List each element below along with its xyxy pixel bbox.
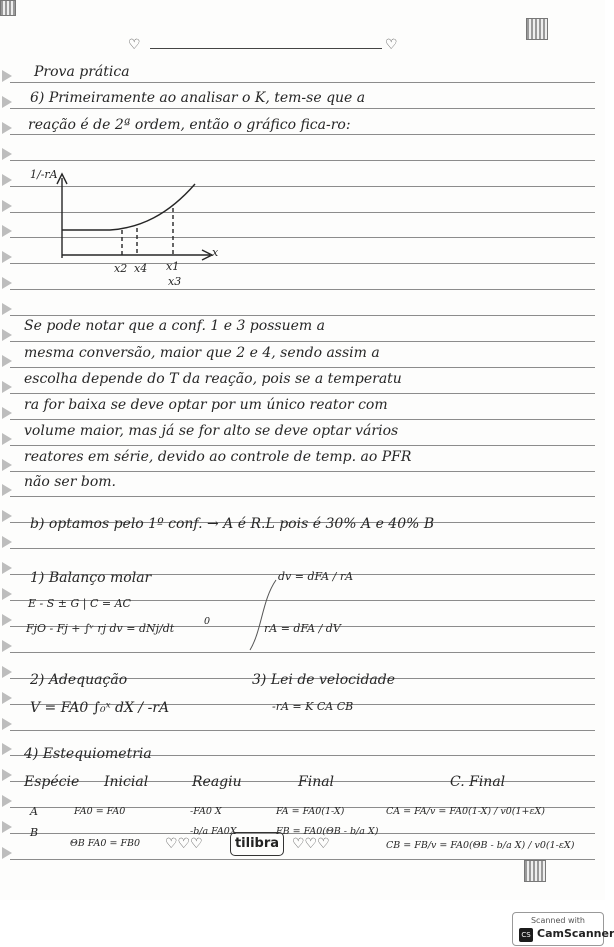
paragraph-line: Se pode notar que a conf. 1 e 3 possuem a <box>24 318 325 334</box>
scanner-caption: Scanned with <box>530 916 586 925</box>
graph-y-label: 1/-rA <box>30 168 58 181</box>
step1-right2: rA = dFA / dV <box>264 622 341 635</box>
scanner-badge <box>512 912 614 946</box>
paragraph-line: escolha depende do T da reação, pois se a temperatu <box>24 371 402 387</box>
camscanner-logo-icon: CS <box>519 928 533 942</box>
paragraph-line: não ser bom. <box>24 474 116 490</box>
stoich-row-a-initial: FA0 = FA0 <box>74 806 126 817</box>
stoich-header-reacted: Reagiu <box>192 774 242 790</box>
graph-tick-x1: x1 <box>166 260 180 273</box>
stoich-header-cfinal: C. Final <box>450 774 506 790</box>
stoich-header-species: Espécie <box>24 774 80 790</box>
step2-eq: V = FA0 ∫₀ˣ dX / -rA <box>30 700 170 716</box>
stoich-row-b-initial: ΘB FA0 = FB0 <box>70 838 141 849</box>
stoich-row-a-species: A <box>30 805 38 818</box>
paragraph-line: volume maior, mas já se for alto se deve optar vários <box>24 423 399 439</box>
q6-line-2: reação é de 2ª ordem, então o gráfico fica-ro: <box>28 117 351 133</box>
graph-tick-x3: x3 <box>168 275 182 288</box>
step1-eq2-zero: 0 <box>204 616 211 627</box>
heart-icon: ♡ <box>385 37 398 53</box>
step1-title: 1) Balanço molar <box>30 570 152 586</box>
step3-title: 3) Lei de velocidade <box>252 672 396 688</box>
part-b-line: b) optamos pelo 1º conf. → A é R.L pois é 30% A e 40% B <box>30 516 435 532</box>
stoich-row-b-species: B <box>30 826 39 839</box>
stoich-row-b-final: FB = FA0(ΘB - b/a X) <box>276 826 379 837</box>
stoich-row-a-conc: CA = FA/v = FA0(1-X) / v0(1+εX) <box>386 806 546 817</box>
paragraph-line: ra for baixa se deve optar por um único reator com <box>24 397 388 413</box>
brand-logo: tilibra <box>230 832 284 856</box>
graph-x-label: x <box>212 246 219 259</box>
paragraph-line: reatores em série, devido ao controle de temp. ao PFR <box>24 449 412 465</box>
corner-mark-icon <box>524 860 546 882</box>
scanner-name: CamScanner <box>537 927 614 940</box>
step1-right1: dv = dFA / rA <box>278 570 354 583</box>
step2-title: 2) Adequação <box>30 672 128 688</box>
q6-line-1: 6) Primeiramente ao analisar o K, tem-se que a <box>30 90 366 106</box>
step4-title: 4) Estequiometria <box>24 746 152 762</box>
stoich-row-a-final: FA = FA0(1-X) <box>276 806 345 817</box>
stoich-header-final: Final <box>298 774 335 790</box>
stoich-header-initial: Inicial <box>104 774 149 790</box>
page-title: Prova prática <box>34 64 130 80</box>
stoich-row-a-reacted: -FA0 X <box>190 806 222 817</box>
stoich-row-b-reacted: -b/a FA0X <box>190 826 237 837</box>
step1-eq1: E - S ± G | C = AC <box>28 597 131 610</box>
step3-eq: -rA = K CA CB <box>272 700 354 713</box>
step1-eq2: FjO - Fj + ∫ᵛ rj dv = dNj/dt <box>26 622 175 635</box>
graph-tick-x2: x2 <box>114 262 128 275</box>
heart-icon: ♡♡♡ <box>165 836 203 852</box>
graph-tick-x4: x4 <box>134 262 148 275</box>
paragraph-line: mesma conversão, maior que 2 e 4, sendo assim a <box>24 345 380 361</box>
heart-icon: ♡♡♡ <box>292 836 330 852</box>
stoich-row-b-conc: CB = FB/v = FA0(ΘB - b/a X) / v0(1-εX) <box>386 840 575 851</box>
heart-icon: ♡ <box>128 37 141 53</box>
